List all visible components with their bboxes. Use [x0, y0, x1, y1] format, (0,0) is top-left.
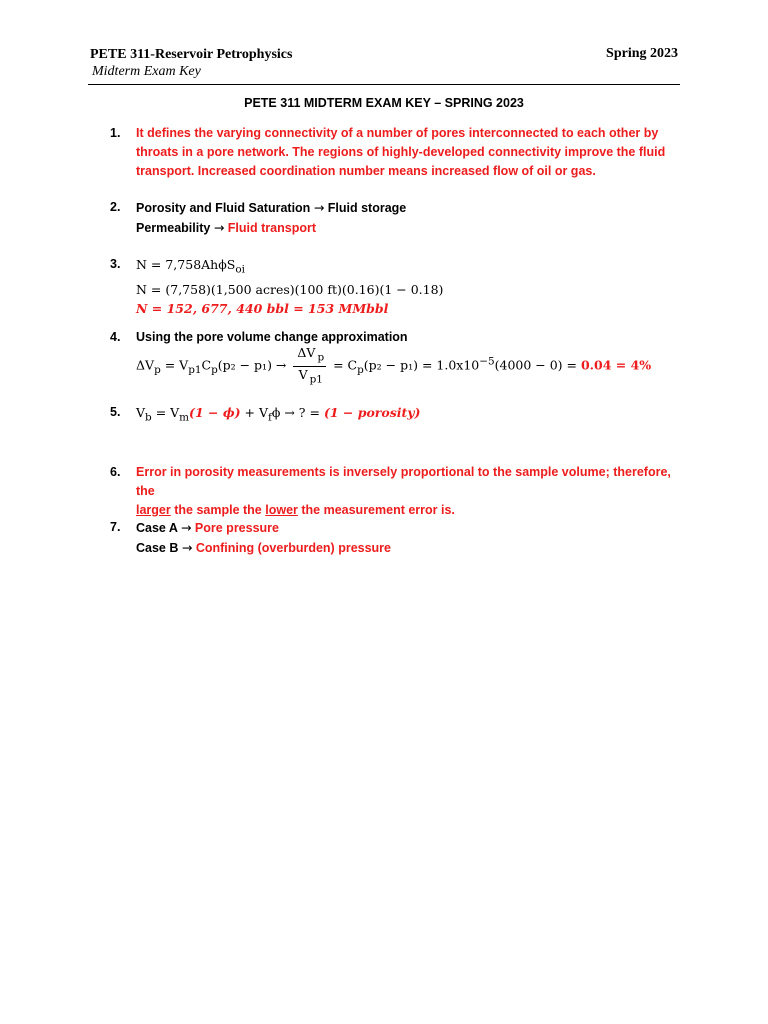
- underlined-word: larger: [136, 503, 171, 517]
- answer-line: Error in porosity measurements is inversely proportional to the sample volume; therefore, the: [136, 465, 671, 498]
- question-number: 5.: [110, 405, 121, 419]
- document-subtitle: Midterm Exam Key: [92, 64, 201, 79]
- item-answer: Fluid storage: [327, 201, 407, 215]
- answer-term: (1 − ϕ): [189, 405, 241, 420]
- equation: ϕ → ? =: [271, 405, 320, 420]
- equation: + V: [244, 405, 268, 420]
- fraction-numerator: [293, 345, 326, 367]
- subscript: p: [357, 364, 364, 376]
- arrow-right-icon: →: [180, 520, 192, 535]
- case-label: Case A: [136, 521, 178, 535]
- item-label: Porosity and Fluid Saturation: [136, 201, 311, 215]
- term-label: Spring 2023: [606, 46, 678, 61]
- page-title: PETE 311 MIDTERM EXAM KEY – SPRING 2023: [244, 96, 524, 110]
- question-intro: Using the pore volume change approximation: [136, 330, 408, 344]
- equation: V: [298, 366, 308, 382]
- question-6: [112, 463, 692, 520]
- equation-line: N = (7,758)(1,500 acres)(100 ft)(0.16)(1 − 0.18): [136, 281, 444, 297]
- question-number: 3.: [110, 257, 121, 271]
- equation: V: [136, 405, 146, 420]
- equation: C: [201, 357, 212, 373]
- subscript: p1: [309, 373, 323, 385]
- page-header: [90, 46, 292, 80]
- answer-text: [136, 124, 692, 181]
- question-5: [112, 403, 692, 428]
- answer-line: [136, 538, 692, 558]
- case-label: Case B: [136, 541, 179, 555]
- equation: = C: [333, 357, 358, 373]
- equation-line: [136, 345, 692, 387]
- case-answer: Confining (overburden) pressure: [195, 541, 391, 555]
- question-number: 2.: [110, 200, 121, 214]
- equation: (p₂ − p₁) = 1.0x10: [363, 357, 480, 373]
- answer-value: (1 − porosity): [323, 405, 421, 420]
- answer-fragment: the measurement error is.: [297, 503, 455, 517]
- answer-line: transport. Increased coordination number means increased flow of oil or gas.: [136, 164, 596, 178]
- equation: = V: [155, 405, 180, 420]
- subscript: b: [145, 411, 152, 424]
- equation: (4000 − 0) =: [494, 357, 577, 373]
- question-body: [136, 518, 692, 558]
- question-number: 4.: [110, 330, 121, 344]
- fraction: [293, 345, 326, 387]
- arrow-right-icon: →: [181, 540, 193, 555]
- answer-line: [136, 218, 692, 238]
- answer-text: [136, 463, 692, 520]
- equation: ΔV: [136, 357, 155, 373]
- superscript: −5: [479, 355, 495, 368]
- question-number: 7.: [110, 520, 121, 534]
- subscript: p: [154, 364, 161, 376]
- question-body: [136, 255, 692, 318]
- subscript: p: [211, 364, 218, 376]
- question-2: [112, 198, 692, 238]
- question-7: [112, 518, 692, 558]
- underlined-word: lower: [265, 503, 298, 517]
- subscript: p: [317, 351, 325, 364]
- equation: (p₂ − p₁) →: [217, 357, 287, 373]
- equation-line: [136, 255, 692, 280]
- answer-equation: N = 152, 677, 440 bbl = 153 MMbbl: [136, 300, 389, 316]
- equation-line: [136, 403, 692, 428]
- equation: N = 7,758AhϕS: [136, 257, 236, 272]
- question-4: [112, 328, 692, 387]
- answer-fragment: the sample the: [170, 503, 266, 517]
- question-number: 1.: [110, 126, 121, 140]
- course-title: PETE 311-Reservoir Petrophysics: [90, 47, 293, 62]
- arrow-right-icon: →: [213, 220, 225, 235]
- equation: = V: [164, 357, 189, 373]
- subscript: m: [179, 411, 190, 424]
- answer-line: [136, 198, 692, 218]
- answer-line: [136, 518, 692, 538]
- question-number: 6.: [110, 465, 121, 479]
- case-answer: Pore pressure: [194, 521, 279, 535]
- subscript: p1: [188, 364, 202, 376]
- fraction-denominator: [293, 367, 326, 388]
- item-answer: Fluid transport: [227, 221, 316, 235]
- answer-line: throats in a pore network. The regions of highly-developed connectivity improve the fluid: [136, 145, 666, 159]
- question-body: [136, 198, 692, 238]
- question-3: [112, 255, 692, 318]
- answer-line: It defines the varying connectivity of a number of pores interconnected to each other by: [136, 126, 659, 140]
- question-1: [112, 124, 692, 181]
- arrow-right-icon: →: [313, 200, 325, 215]
- subscript: oi: [235, 263, 245, 276]
- header-divider: [88, 84, 680, 85]
- answer-value: 0.04 = 4%: [580, 357, 652, 373]
- equation: ΔV: [297, 345, 316, 360]
- question-body: [136, 328, 692, 387]
- item-label: Permeability: [136, 221, 211, 235]
- subscript: f: [268, 411, 272, 424]
